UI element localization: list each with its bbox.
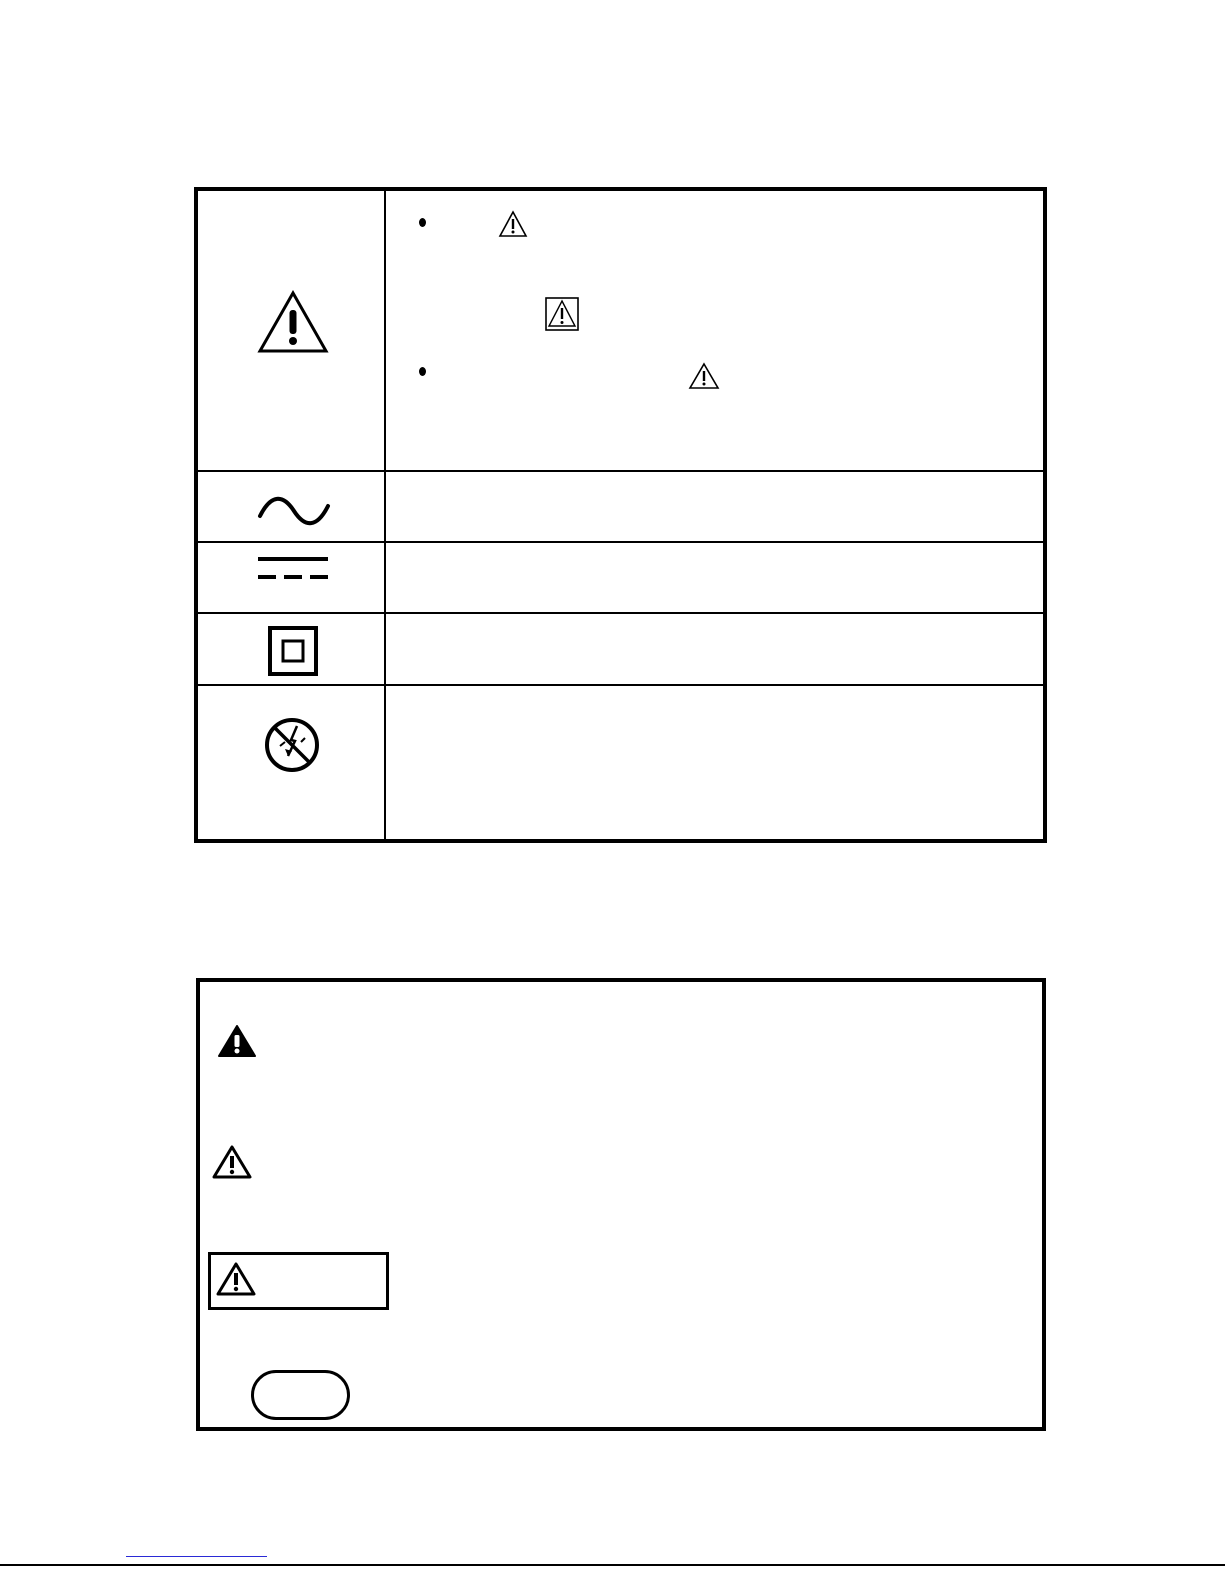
- table-row-ac: [198, 470, 1043, 542]
- description-cell: [386, 614, 1043, 685]
- bullet-2: [419, 367, 426, 376]
- double-insulation-icon: [268, 626, 318, 676]
- caution-boxed-triangle-icon: [215, 1261, 257, 1297]
- ac-sine-icon: [257, 496, 331, 526]
- bullet-1: [419, 218, 426, 227]
- description-cell: [386, 686, 1043, 839]
- warning-triangle-icon: [257, 290, 329, 354]
- footer-link-underline[interactable]: [126, 1556, 267, 1557]
- note-oval-icon: [251, 1370, 350, 1420]
- notices-box: [196, 978, 1046, 1431]
- dc-icon: [256, 555, 330, 585]
- table-row-dc: [198, 541, 1043, 613]
- symbol-cell: [198, 191, 384, 470]
- do-not-touch-icon: [263, 716, 321, 774]
- symbol-cell: [198, 614, 384, 685]
- table-row-prohibition: [198, 684, 1043, 839]
- inline-boxed-warning-icon: [545, 297, 579, 331]
- symbol-cell: [198, 543, 384, 613]
- danger-filled-triangle-icon: [217, 1024, 257, 1058]
- symbol-cell: [198, 472, 384, 542]
- inline-warning-icon: [688, 362, 720, 390]
- description-cell: [386, 191, 1043, 470]
- table-row-double-insulation: [198, 612, 1043, 685]
- symbols-table: [194, 187, 1047, 843]
- caution-label-box: [208, 1252, 389, 1310]
- warning-outline-triangle-icon: [211, 1144, 253, 1180]
- footer-rule: [0, 1564, 1225, 1566]
- description-cell: [386, 543, 1043, 613]
- symbol-cell: [198, 686, 384, 839]
- inline-warning-icon: [498, 210, 528, 238]
- description-cell: [386, 472, 1043, 542]
- table-row-warning: [198, 191, 1043, 470]
